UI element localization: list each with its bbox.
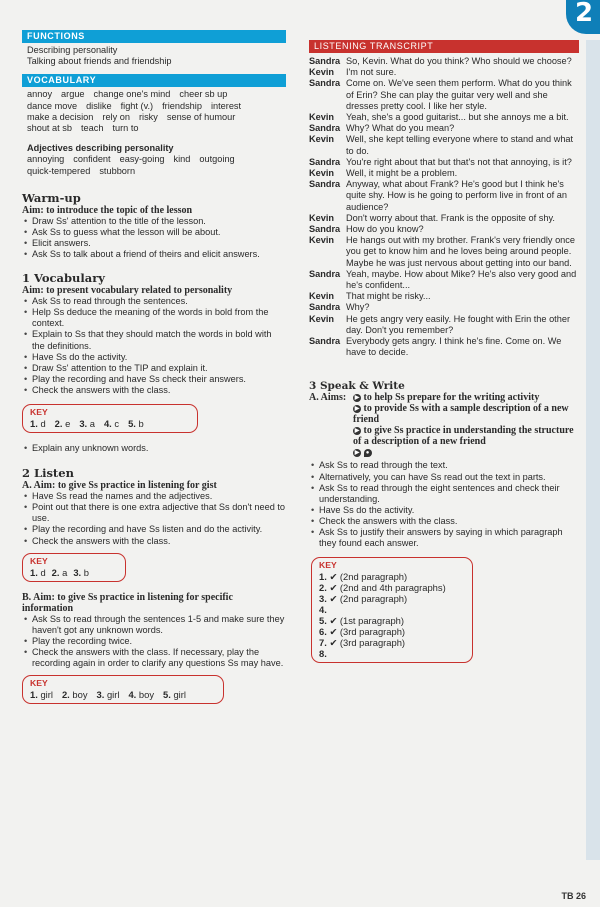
answer-num: 2. [61, 689, 70, 701]
listen-heading: 2 Listen [22, 466, 74, 481]
transcript-line [309, 78, 579, 112]
vocabulary-title: VOCABULARY [22, 74, 286, 87]
unit-tab [566, 0, 600, 34]
answer-num: 2. [54, 418, 63, 430]
listen-key-b [22, 675, 224, 704]
key-label: KEY [30, 678, 48, 689]
location-pin-icon: ● [364, 449, 372, 457]
answer-num: 8. [319, 648, 327, 660]
key-answer [52, 567, 68, 578]
answer-value: ✔ (2nd paragraph) [329, 593, 408, 605]
left-column [22, 30, 286, 704]
adj-word: outgoing [199, 154, 235, 165]
adj-word: kind [173, 154, 191, 165]
answer-value: ✔ (3rd paragraph) [329, 637, 406, 649]
speech: That might be risky... [346, 291, 431, 302]
vocab-word: turn to [112, 123, 139, 134]
list-item: • Help Ss deduce the meaning of the words in bold from the context. [32, 307, 286, 329]
answer-value: ✔ (1st paragraph) [329, 615, 404, 627]
vocab-word: sense of humour [166, 111, 236, 122]
key-row [319, 626, 465, 637]
speaker: Kevin [309, 112, 335, 123]
transcript-line [309, 168, 579, 179]
aim-item [353, 392, 579, 403]
vocab-word: annoy [27, 89, 53, 100]
aims-list [353, 392, 579, 458]
vocab-word: interest [210, 100, 242, 111]
transcript-line [309, 235, 579, 269]
speaker: Kevin [309, 313, 335, 324]
answer-value: a [89, 418, 95, 430]
key-row [319, 615, 465, 626]
aim-text: B. Aim: to give Ss practice in listening for specific information [22, 591, 233, 614]
vocab-word: friendship [162, 100, 202, 111]
list-item: • Play the recording and have Ss listen and do the activity. [32, 524, 286, 535]
transcript-title: LISTENING TRANSCRIPT [309, 40, 579, 53]
list-item: • Have Ss read the names and the adjectives. [32, 491, 286, 502]
answer-value: e [65, 418, 71, 430]
answer-num: 5. [163, 689, 171, 701]
speech: Yeah, maybe. How about Mike? He's also very good and he's confident... [346, 268, 577, 291]
vocab-row [27, 112, 281, 123]
play-icon: ▶ [354, 395, 360, 402]
speaker: Sandra [309, 156, 341, 167]
play-icon: ▶ [354, 406, 360, 413]
key-row [319, 571, 465, 582]
transcript-line [309, 224, 579, 235]
transcript-line [309, 314, 579, 336]
key-answer [30, 418, 46, 429]
answer-num: 3. [319, 593, 327, 605]
speaker: Kevin [309, 168, 335, 179]
speech: He gets angry very easily. He fought with Erin the other day. Don't you remember? [346, 313, 571, 335]
answer-value: ✔ (2nd paragraph) [329, 571, 408, 583]
vocabulary-aim: Aim: to present vocabulary related to personality [22, 285, 233, 297]
answer-num: 4. [319, 604, 327, 616]
adj-row [27, 166, 281, 177]
list-item: • Explain to Ss that they should match the words in bold with the definitions. [32, 329, 286, 351]
transcript-line [309, 213, 579, 224]
transcript-line [309, 67, 579, 78]
answer-value: d [40, 418, 46, 430]
answer-num: 5. [128, 418, 136, 430]
transcript-line [309, 56, 579, 67]
speaker: Sandra [309, 302, 341, 313]
speech: He hangs out with my brother. Frank's very friendly once you get to know him and he loves being around people. Maybe he was just nervous about getting into our band. [346, 235, 575, 268]
answer-value: girl [106, 689, 120, 701]
listen-list-a [22, 491, 286, 546]
speech: How do you know? [346, 224, 424, 235]
transcript-line [309, 157, 579, 168]
list-item: • Explain any unknown words. [32, 443, 286, 454]
answer-value: ✔ (2nd and 4th paragraphs) [329, 582, 446, 594]
key-label: KEY [319, 560, 337, 571]
listen-aim-a: A. Aim: to give Ss practice in listening for gist [22, 480, 217, 492]
answer-num: 3. [73, 566, 82, 578]
functions-item: Talking about friends and friendship [27, 56, 172, 67]
list-item: • Ask Ss to read through the text. [319, 460, 579, 471]
vocabulary-list [22, 296, 286, 396]
vocab-word: argue [61, 89, 85, 100]
speaker: Kevin [309, 134, 335, 145]
answer-value: boy [72, 689, 88, 701]
list-item: • Point out that there is one extra adjective that Ss don't need to use. [32, 502, 286, 524]
answer-value: ✔ (3rd paragraph) [329, 626, 406, 638]
audio-icons [353, 447, 579, 458]
list-item: • Ask Ss to read through the sentences. [32, 296, 286, 307]
list-item: • Have Ss do the activity. [319, 505, 579, 516]
transcript-line [309, 134, 579, 156]
key-answers [30, 689, 216, 700]
answer-num: 1. [30, 418, 38, 430]
aims-label: A. Aims: [309, 392, 347, 404]
vocabulary-heading: 1 Vocabulary [22, 271, 105, 286]
vocab-word: risky [138, 111, 158, 122]
list-item: • Ask Ss to read through the eight sentences and check their understanding. [319, 483, 579, 505]
speaker: Sandra [309, 336, 341, 347]
key-answer [79, 418, 95, 429]
answer-num: 2. [51, 566, 60, 578]
speech: You're right about that but that's not that annoying, is it? [346, 156, 572, 167]
transcript-line [309, 179, 579, 213]
vocab-word: teach [80, 123, 104, 134]
adj-word: easy-going [119, 154, 165, 165]
key-row [319, 648, 465, 659]
transcript [309, 56, 579, 358]
speech: Anyway, what about Frank? He's good but I think he's quite shy. How is he going to perform live in front of an audience? [346, 179, 567, 212]
speaker: Sandra [309, 224, 341, 235]
speech: Well, she kept telling everyone where to stand and what to do. [346, 134, 574, 156]
aim-text: to give Ss practice in understanding the structure of a description of a new friend [353, 425, 574, 448]
warmup-heading: Warm-up [22, 190, 81, 205]
speech: Everybody gets angry. I think he's fine. Come on. We have to decide. [346, 336, 562, 358]
speak-key [311, 557, 473, 663]
vocab-word: shout at sb [27, 123, 72, 134]
functions-box [22, 43, 286, 71]
answer-value: a [62, 566, 68, 578]
list-item: • Play the recording and have Ss check their answers. [32, 374, 286, 385]
key-answer [30, 567, 46, 578]
answer-num: 1. [30, 689, 38, 701]
vocab-row [27, 123, 281, 134]
answer-num: 4. [103, 418, 112, 430]
speech: Yeah, she's a good guitarist... but she annoys me a bit. [346, 112, 569, 123]
right-column [309, 40, 579, 663]
answer-value: b [138, 418, 144, 430]
play-icon: ▶ [354, 428, 360, 435]
answer-value: d [40, 566, 46, 578]
vocab-word: change one's mind [93, 89, 171, 100]
list-item: • Draw Ss' attention to the TIP and explain it. [32, 363, 286, 374]
vocab-word: make a decision [27, 111, 94, 122]
vocabulary-key [22, 404, 198, 433]
key-row [319, 593, 465, 604]
side-stripe [586, 40, 600, 860]
answer-value: c [114, 418, 120, 430]
list-item: • Alternatively, you can have Ss read out the text in parts. [319, 472, 579, 483]
speech: Why? [346, 302, 370, 313]
key-answer [30, 689, 53, 700]
answer-num: 3. [96, 689, 105, 701]
adj-word: stubborn [99, 165, 136, 176]
key-answers [30, 567, 118, 578]
list-item: • Ask Ss to justify their answers by saying in which paragraph they found each answer. [319, 527, 579, 549]
speaker: Sandra [309, 78, 341, 89]
list-item: • Draw Ss' attention to the title of the lesson. [32, 216, 286, 227]
aim-item [353, 425, 579, 447]
key-answer [128, 689, 154, 700]
key-row [319, 604, 465, 615]
speak-list [309, 460, 579, 549]
key-answer [97, 689, 120, 700]
adjectives-title: Adjectives describing personality [27, 143, 174, 154]
aim-text: to provide Ss with a sample description of a new friend [353, 403, 569, 426]
vocabulary-after [22, 443, 286, 454]
vocab-word: rely on [102, 111, 130, 122]
page-number: TB 26 [561, 891, 586, 901]
speaker: Kevin [309, 235, 335, 246]
key-label: KEY [30, 555, 48, 566]
speech: Come on. We've seen them perform. What do you think of Erin? She can play the guitar very well and she dresses pretty cool. I like her style. [346, 78, 572, 111]
adj-word: confident [73, 154, 111, 165]
adj-row [27, 154, 281, 165]
speech: Why? What do you mean? [346, 123, 455, 134]
answer-value: girl [40, 689, 53, 701]
speech: I'm not sure. [346, 67, 397, 78]
speak-heading: 3 Speak & Write [309, 380, 405, 393]
speaker: Sandra [309, 123, 341, 134]
functions-item: Describing personality [27, 45, 118, 55]
list-item: • Have Ss do the activity. [32, 352, 286, 363]
answer-num: 1. [319, 571, 327, 583]
functions-title: FUNCTIONS [22, 30, 286, 43]
unit-number: 2 [575, 0, 594, 28]
adj-word: annoying [27, 154, 65, 165]
answer-num: 5. [319, 615, 327, 627]
vocab-row [27, 101, 281, 112]
answer-num: 7. [319, 637, 327, 649]
speaker: Kevin [309, 291, 335, 302]
speech: Don't worry about that. Frank is the opposite of shy. [346, 212, 555, 223]
transcript-line [309, 112, 579, 123]
key-row [319, 582, 465, 593]
list-item: • Ask Ss to talk about a friend of theirs and elicit answers. [32, 249, 286, 260]
key-answer [104, 418, 119, 429]
aim-item [353, 403, 579, 425]
key-answer [128, 418, 144, 429]
aim-text: to help Ss prepare for the writing activity [363, 392, 540, 404]
vocab-word: dislike [86, 100, 112, 111]
play-icon: ▶ [354, 450, 360, 457]
answer-num: 1. [30, 566, 38, 578]
transcript-line [309, 291, 579, 302]
transcript-line [309, 336, 579, 358]
key-answer [163, 689, 186, 700]
adj-word: quick-tempered [27, 165, 91, 176]
answer-num: 4. [128, 689, 137, 701]
key-answer [62, 689, 88, 700]
answer-value: boy [138, 689, 155, 701]
vocab-row [27, 89, 281, 100]
speaker: Kevin [309, 212, 335, 223]
vocabulary-box [22, 87, 286, 180]
list-item: • Check the answers with the class. [319, 516, 579, 527]
list-item: • Check the answers with the class. If necessary, play the recording again in order to clarify any questions Ss may have. [32, 647, 286, 669]
answer-num: 6. [319, 626, 327, 638]
list-item: • Ask Ss to read through the sentences 1-5 and make sure they haven't got any unknown words. [32, 614, 286, 636]
speaker: Sandra [309, 56, 341, 66]
transcript-line [309, 123, 579, 134]
key-answer [55, 418, 71, 429]
key-row [319, 637, 465, 648]
list-item: • Ask Ss to guess what the lesson will be about. [32, 227, 286, 238]
transcript-line [309, 269, 579, 291]
list-item: • Play the recording twice. [32, 636, 286, 647]
speaker: Sandra [309, 179, 341, 190]
vocab-word: cheer sb up [179, 89, 228, 100]
listen-list-b [22, 614, 286, 669]
speech: Well, it might be a problem. [346, 168, 458, 179]
key-answer [73, 567, 89, 578]
list-item: • Check the answers with the class. [32, 536, 286, 547]
answer-value: b [83, 566, 89, 578]
answer-value: girl [173, 689, 186, 701]
vocab-word: dance move [27, 100, 78, 111]
warmup-list [22, 216, 286, 260]
listen-aim-b [22, 592, 286, 614]
list-item: • Check the answers with the class. [32, 385, 286, 396]
speech: So, Kevin. What do you think? Who should we choose? [346, 56, 572, 66]
speaker: Sandra [309, 268, 341, 279]
listen-key-a [22, 553, 126, 582]
answer-num: 3. [79, 418, 88, 430]
vocab-word: fight (v.) [120, 100, 154, 111]
list-item: • Elicit answers. [32, 238, 286, 249]
key-label: KEY [30, 407, 48, 418]
speaker: Kevin [309, 67, 335, 78]
transcript-line [309, 302, 579, 313]
key-answers [30, 418, 190, 429]
answer-num: 2. [319, 582, 327, 594]
speak-aims [309, 392, 579, 458]
warmup-aim: Aim: to introduce the topic of the lesson [22, 204, 193, 216]
